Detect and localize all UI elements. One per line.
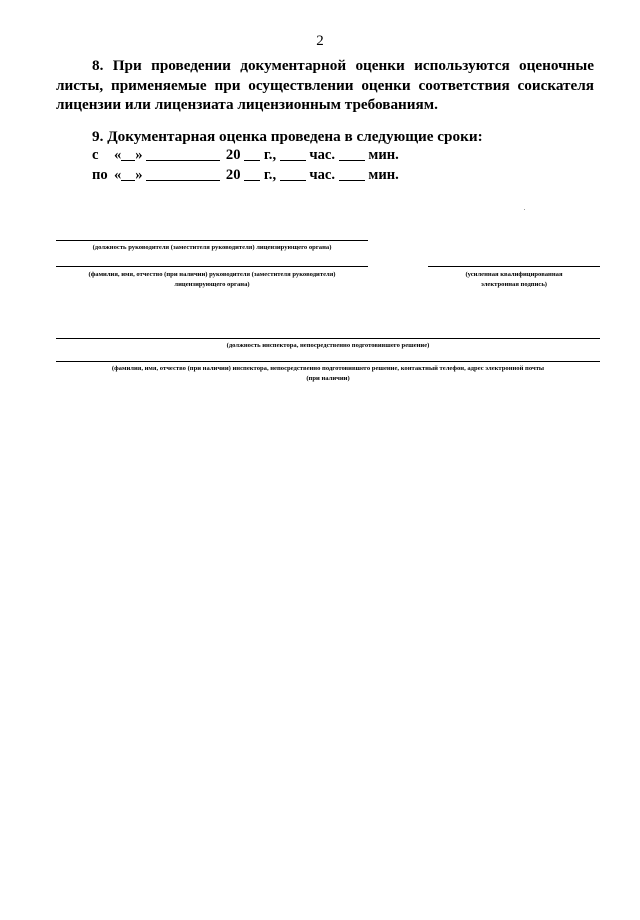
from-minutes-blank	[339, 146, 365, 161]
to-minutes-label: мин.	[368, 167, 399, 183]
to-month-blank	[146, 166, 220, 181]
to-year-suffix: г.,	[263, 167, 277, 183]
to-minutes-blank	[339, 166, 365, 181]
from-year-blank	[244, 146, 260, 161]
from-minutes-label: мин.	[368, 147, 399, 163]
to-prefix: по	[92, 167, 108, 183]
head-position-line	[56, 240, 368, 241]
date-to-line	[92, 166, 399, 184]
from-quote-close: »	[135, 147, 143, 163]
to-year: 20	[225, 167, 241, 183]
scan-speck	[524, 209, 525, 210]
inspector-name-line	[56, 361, 600, 362]
to-day-blank	[121, 166, 135, 181]
from-year: 20	[225, 147, 241, 163]
head-position-caption: (должность руководителя (заместителя руководителя) лицензирующего органа)	[92, 244, 332, 251]
head-name-line	[56, 266, 368, 267]
to-year-blank	[244, 166, 260, 181]
to-hours-blank	[280, 166, 306, 181]
from-hours-blank	[280, 146, 306, 161]
from-hours-label: час.	[309, 147, 336, 163]
paragraph-8: 8. При проведении документарной оценки используются оценочные листы, применяемые при осуществлении оценки соответствия соискателя лицензии или лицензиата лицензионным требованиям.	[56, 57, 594, 113]
to-hours-label: час.	[309, 167, 336, 183]
from-year-suffix: г.,	[263, 147, 277, 163]
from-month-blank	[146, 146, 220, 161]
from-day-blank	[121, 146, 135, 161]
to-quote-close: »	[135, 167, 143, 183]
inspector-name-caption-line2: (при наличии)	[306, 375, 350, 382]
page-number: 2	[316, 33, 324, 49]
from-prefix: с	[92, 147, 99, 163]
inspector-position-line	[56, 338, 600, 339]
head-name-caption-line1: (фамилия, имя, отчество (при наличии) руководителя (заместителя руководителя)	[88, 271, 336, 278]
inspector-position-caption: (должность инспектора, непосредственно подготовившего решение)	[226, 342, 430, 349]
paragraph-9: 9. Документарная оценка проведена в следующие сроки:	[92, 128, 483, 145]
date-from-line	[92, 146, 399, 164]
from-quote-open: «	[114, 147, 122, 163]
signature-caption-line2: электронная подпись)	[481, 281, 547, 288]
inspector-name-caption-line1: (фамилия, имя, отчество (при наличии) инспектора, непосредственно подготовившего решение, контактный телефон, адрес электронной почты	[111, 365, 545, 372]
signature-caption-line1: (усиленная квалифицированная	[465, 271, 563, 278]
to-quote-open: «	[114, 167, 122, 183]
head-name-caption-line2: лицензирующего органа)	[174, 281, 250, 288]
signature-line	[428, 266, 600, 267]
